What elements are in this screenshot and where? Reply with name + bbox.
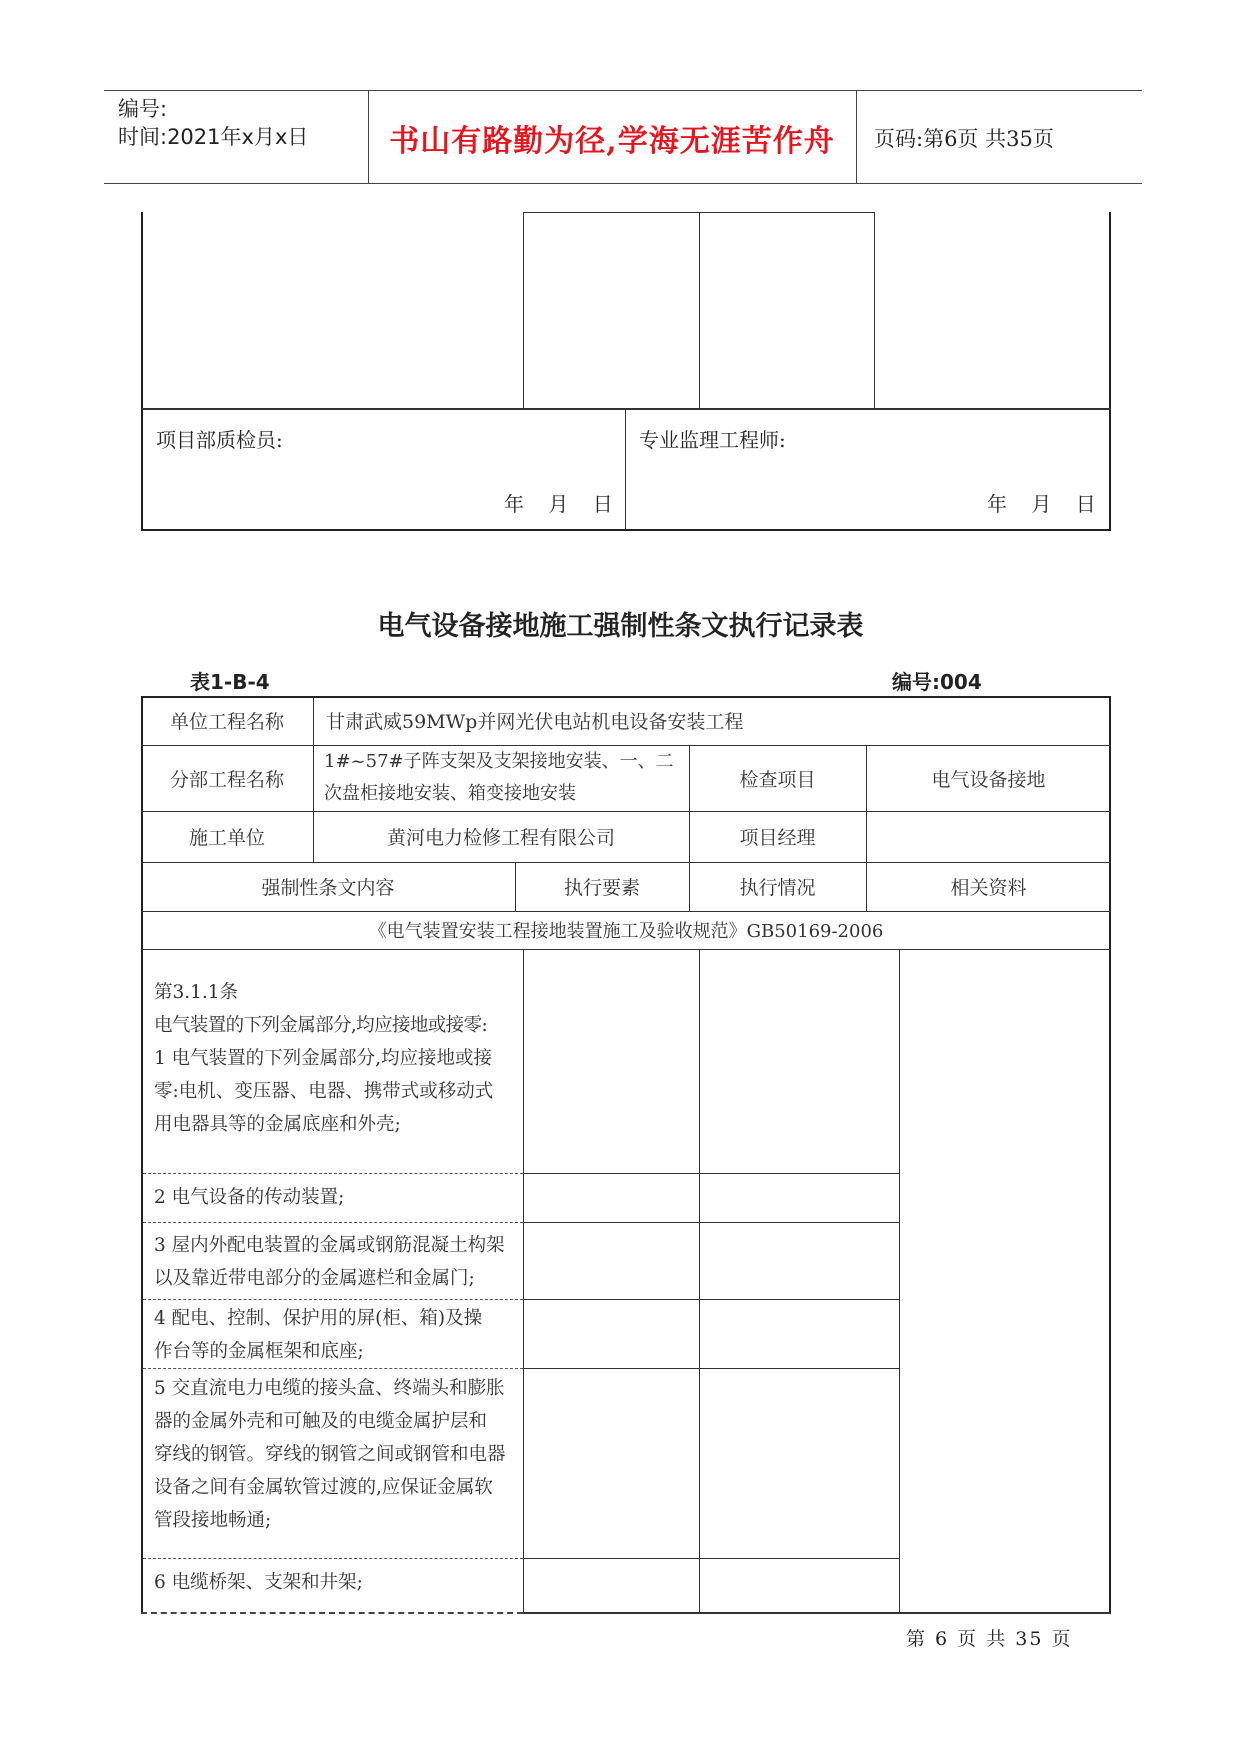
date-left: 年 月 日 [504, 492, 613, 516]
contractor-value: 黄河电力检修工程有限公司 [386, 827, 615, 849]
serial-number: 编号:004 [892, 670, 982, 694]
table-number: 表1-B-4 [190, 670, 270, 694]
grid-line [523, 1612, 1111, 1614]
clause-2: 2 电气设备的传动装置; [154, 1187, 345, 1208]
page-header [104, 90, 1142, 184]
grid-line [141, 949, 1111, 950]
grid-line [141, 1612, 523, 1614]
grid-line [523, 212, 524, 408]
grid-line [143, 1558, 523, 1559]
sub-project-label: 分部工程名称 [169, 768, 284, 791]
grid-line [143, 1173, 523, 1174]
clause-6: 6 电缆桥架、支架和井架; [154, 1572, 363, 1593]
continued-table [141, 212, 1111, 531]
grid-line [699, 212, 700, 408]
grid-line [523, 1173, 899, 1174]
supervisor-label: 专业监理工程师: [639, 428, 786, 452]
time-label: 时间:2021年x月x日 [118, 125, 309, 149]
form-title: 电气设备接地施工强制性条文执行记录表 [377, 611, 864, 642]
grid-line [143, 1299, 523, 1300]
unit-name-value: 甘肃武威59MWp并网光伏电站机电设备安装工程 [326, 711, 744, 733]
grid-line [899, 949, 900, 1614]
grid-line [874, 212, 875, 408]
col-header-status: 执行情况 [739, 877, 816, 899]
clause-3: 3 屋内外配电装置的金属或钢筋混凝土构架 以及靠近带电部分的金属遮栏和金属门; [154, 1235, 505, 1289]
clause-5: 5 交直流电力电缆的接头盒、终端头和膨胀 器的金属外壳和可触及的电缆金属护层和 穿线的钢管。穿线的钢管之间或钢管和电器 设备之间有金属软管过渡的,应保证金属软 管段接地畅通; [154, 1378, 506, 1531]
header-motto: 书山有路勤为径,学海无涯苦作舟 [389, 124, 835, 159]
qc-inspector-label: 项目部质检员: [156, 428, 283, 452]
col-header-content: 强制性条文内容 [261, 877, 395, 899]
col-header-element: 执行要素 [563, 877, 640, 899]
grid-line [523, 949, 524, 1614]
clause-1: 第3.1.1条 电气装置的下列金属部分,均应接地或接零: 1 电气装置的下列金属部分,均应接地或接 零:电机、变压器、电器、携带式或移动式 用电器具等的金属底座和外壳; [154, 982, 494, 1135]
grid-line [523, 1558, 899, 1559]
check-item-value: 电气设备接地 [931, 768, 1046, 791]
grid-line [143, 1368, 523, 1369]
col-header-docs: 相关资料 [950, 877, 1027, 899]
sub-project-value: 1#~57#子阵支架及支架接地安装、一、二 次盘柜接地安装、箱变接地安装 [324, 751, 674, 804]
grid-line [141, 408, 1111, 410]
check-item-label: 检查项目 [739, 768, 816, 791]
date-right: 年 月 日 [987, 492, 1096, 516]
clause-4: 4 配电、控制、保护用的屏(柜、箱)及操 作台等的金属框架和底座; [154, 1308, 483, 1362]
grid-line [699, 949, 700, 1614]
project-manager-value [866, 811, 1111, 862]
grid-line [523, 212, 875, 213]
header-divider [856, 91, 857, 183]
grid-line [523, 1299, 899, 1300]
grid-line [625, 408, 626, 529]
standard-reference: 《电气装置安装工程接地装置施工及验收规范》GB50169-2006 [368, 921, 884, 942]
page-footer: 第 6 页 共 35 页 [906, 1628, 1073, 1650]
grid-line [523, 1368, 899, 1369]
contractor-label: 施工单位 [188, 827, 265, 849]
header-page-info: 页码:第6页 共35页 [874, 127, 1054, 151]
serial-label: 编号: [118, 97, 168, 121]
project-manager-label: 项目经理 [739, 827, 816, 849]
header-meta [118, 95, 308, 151]
grid-line [143, 1222, 523, 1223]
unit-name-label: 单位工程名称 [169, 711, 284, 733]
grid-line [523, 1222, 899, 1223]
